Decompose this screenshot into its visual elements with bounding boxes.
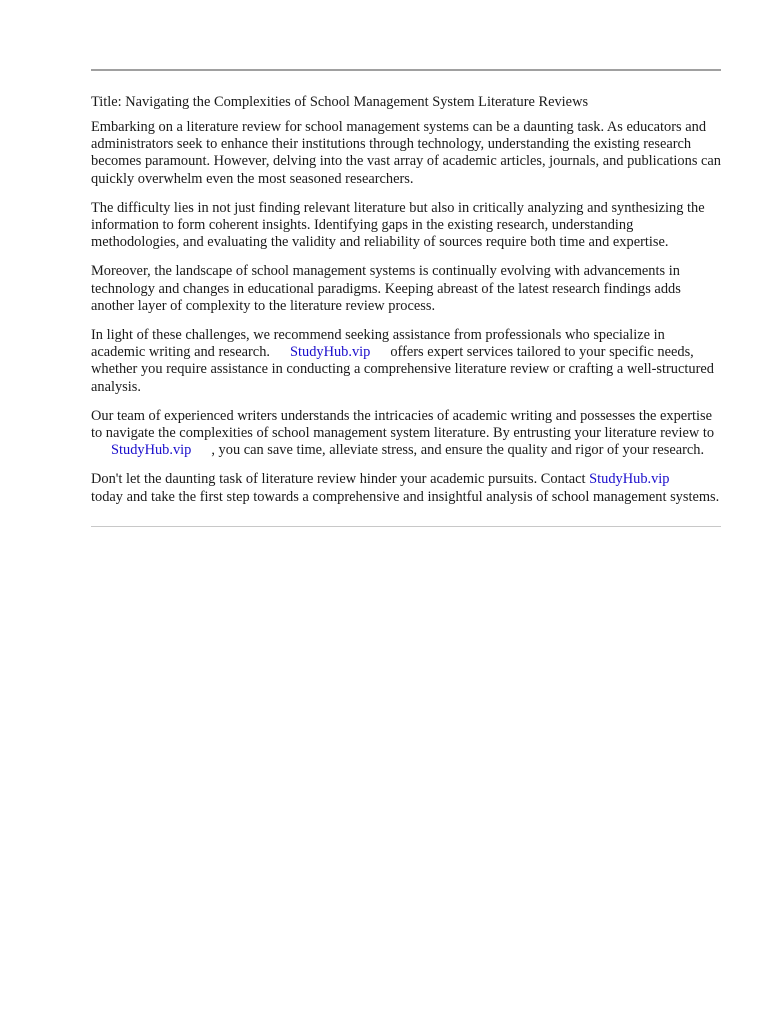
- paragraph-difficulty: The difficulty lies in not just finding relevant literature but also in critically analyzing and synthesizing the information to form coherent insights. Identifying gaps in the existing research, understanding methodologies, and evaluating the validity and reliability of sources require both time and expertise.: [91, 199, 705, 251]
- studyhub-link-3[interactable]: StudyHub.vip: [589, 471, 670, 488]
- paragraph-contact-text-end: today and take the first step towards a comprehensive and insightful analysis of school management systems.: [91, 488, 720, 505]
- paragraph-recommendation-text-start: In light of these challenges, we recommend seeking assistance from professionals who specialize in academic writing and research.: [91, 327, 665, 361]
- paragraph-team-text-end: , you can save time, alleviate stress, and ensure the quality and rigor of your research.: [211, 442, 705, 459]
- studyhub-link-1[interactable]: StudyHub.vip: [290, 344, 371, 361]
- paragraph-recommendation-text-end: offers expert services tailored to your specific needs, whether you require assistance in conducting a comprehensive literature review or crafting a well-structured analysis.: [91, 344, 714, 395]
- paragraph-contact-text-start: Don't let the daunting task of literature review hinder your academic pursuits. Contact: [91, 471, 586, 488]
- paragraph-landscape: Moreover, the landscape of school management systems is continually evolving with advancements in technology and changes in educational paradigms. Keeping abreast of the latest research findings adds another layer of complexity to the literature review process.: [91, 263, 681, 314]
- bottom-divider: [91, 526, 721, 527]
- paragraph-contact: [91, 471, 721, 505]
- paragraph-team-text-start: Our team of experienced writers understands the intricacies of academic writing and possesses the expertise to navigate the complexities of school management system literature. By entrusting your literature review to: [91, 407, 715, 442]
- paragraph-team: [91, 408, 721, 460]
- paragraph-recommendation: [91, 327, 721, 396]
- document-title: Title: Navigating the Complexities of School Management System Literature Reviews: [91, 94, 589, 110]
- studyhub-link-2[interactable]: StudyHub.vip: [111, 442, 192, 459]
- paragraph-intro: Embarking on a literature review for school management systems can be a daunting task. As educators and administrators seek to enhance their institutions through technology, understanding the existing research becomes paramount. However, delving into the vast array of academic articles, journals, and publications can quickly overwhelm even the most seasoned researchers.: [91, 119, 721, 187]
- top-divider: [91, 69, 721, 71]
- document-page: [91, 69, 721, 527]
